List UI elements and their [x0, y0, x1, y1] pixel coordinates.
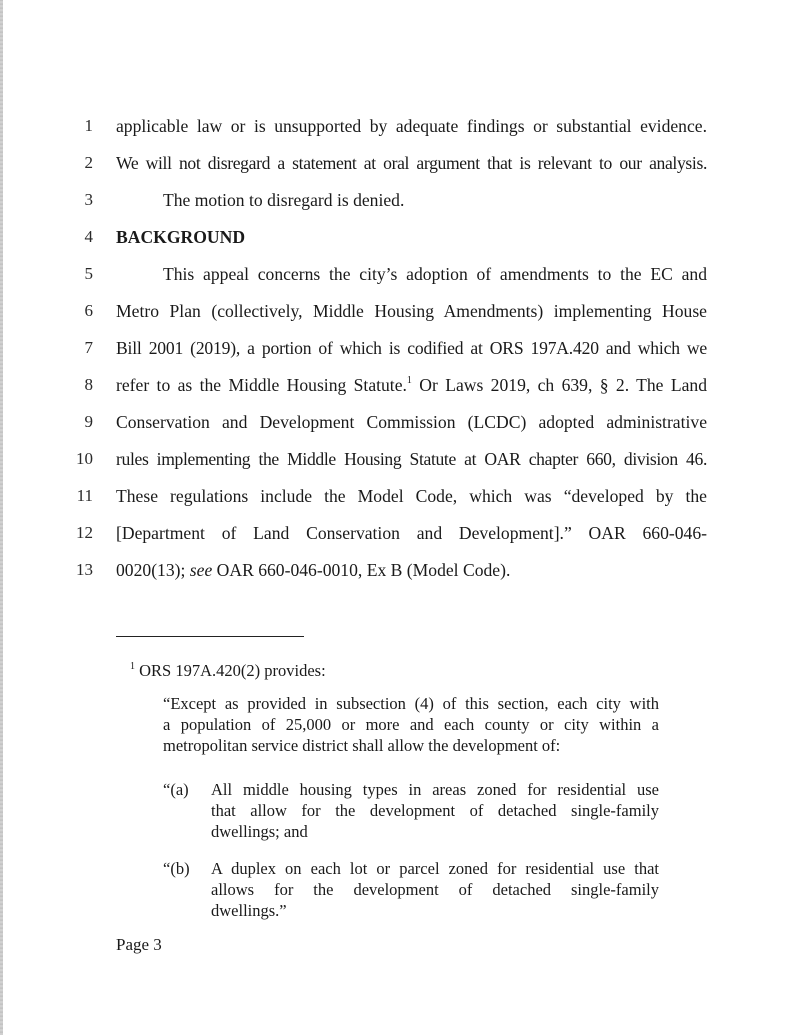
page-number: Page 3	[116, 935, 162, 954]
text-line	[0, 407, 800, 437]
item-line: dwellings; and	[211, 822, 308, 841]
line-text	[116, 555, 707, 585]
line-text: applicable law or is unsupported by adequate findings or substantial evidence.	[116, 116, 707, 136]
section-heading: BACKGROUND	[116, 227, 246, 247]
item-line: dwellings.”	[211, 901, 287, 920]
text-line	[0, 185, 800, 215]
line-text-part: OAR 660-046-0010, Ex B (Model Code).	[212, 560, 511, 580]
line-text: This appeal concerns the city’s adoption of amendments to the EC and	[163, 264, 707, 284]
line-number: 2	[84, 153, 93, 172]
line-text: The motion to disregard is denied.	[163, 190, 405, 210]
text-line	[0, 518, 800, 548]
text-line	[0, 481, 800, 511]
text-line	[0, 444, 800, 474]
text-line	[0, 259, 800, 289]
item-line: allows for the development of detached single-family	[211, 880, 659, 899]
text-line	[0, 333, 800, 363]
line-number: 4	[84, 227, 93, 246]
line-number: 6	[84, 301, 93, 320]
line-number: 13	[76, 560, 93, 579]
item-line: A duplex on each lot or parcel zoned for residential use that	[211, 859, 659, 878]
line-text: We will not disregard a statement at oral argument that is relevant to our analysis.	[116, 153, 707, 173]
text-line	[0, 370, 800, 400]
line-text: [Department of Land Conservation and Development].” OAR 660-046-	[116, 523, 707, 543]
line-number: 1	[84, 116, 93, 135]
line-number: 5	[84, 264, 93, 283]
line-text: These regulations include the Model Code, which was “developed by the	[116, 486, 707, 506]
footnote-intro-text: ORS 197A.420(2) provides:	[139, 661, 326, 680]
footnote-intro	[130, 660, 690, 681]
line-number: 11	[76, 486, 93, 505]
text-line	[0, 296, 800, 326]
line-number: 9	[84, 412, 93, 431]
footnote-marker: 1	[130, 661, 135, 672]
item-body	[211, 858, 659, 921]
item-line: that allow for the development of detached single-family	[211, 801, 659, 820]
line-text: Metro Plan (collectively, Middle Housing Amendments) implementing House	[116, 301, 707, 321]
text-line	[0, 111, 800, 141]
italic-signal: see	[189, 560, 213, 580]
line-text-part: refer to as the Middle Housing Statute.	[116, 375, 407, 395]
line-number: 8	[84, 375, 93, 394]
text-line	[0, 148, 800, 178]
item-body	[211, 779, 659, 842]
quote-line: metropolitan service district shall allow the development of:	[163, 736, 561, 755]
quote-line: “Except as provided in subsection (4) of this section, each city with	[163, 694, 659, 713]
footnote-reference[interactable]: 1	[406, 375, 412, 386]
item-marker: “(a)	[163, 780, 189, 799]
quote-line: a population of 25,000 or more and each county or city within a	[163, 715, 659, 734]
line-text	[116, 370, 707, 400]
line-text: Bill 2001 (2019), a portion of which is codified at ORS 197A.420 and which we	[116, 338, 707, 358]
line-number: 10	[76, 449, 93, 468]
footnote-quote	[163, 693, 659, 756]
footnote-separator	[116, 636, 304, 637]
item-marker: “(b)	[163, 859, 190, 878]
text-line	[0, 222, 800, 252]
line-number: 12	[76, 523, 93, 542]
line-text: rules implementing the Middle Housing Statute at OAR chapter 660, division 46.	[116, 449, 707, 469]
line-number: 3	[84, 190, 93, 209]
line-text-part: 0020(13);	[116, 560, 190, 580]
item-line: All middle housing types in areas zoned for residential use	[211, 780, 659, 799]
line-text-part: Or Laws 2019, ch 639, § 2. The Land	[411, 375, 708, 395]
text-line	[0, 555, 800, 585]
line-number: 7	[84, 338, 93, 357]
line-text: Conservation and Development Commission (LCDC) adopted administrative	[116, 412, 707, 432]
